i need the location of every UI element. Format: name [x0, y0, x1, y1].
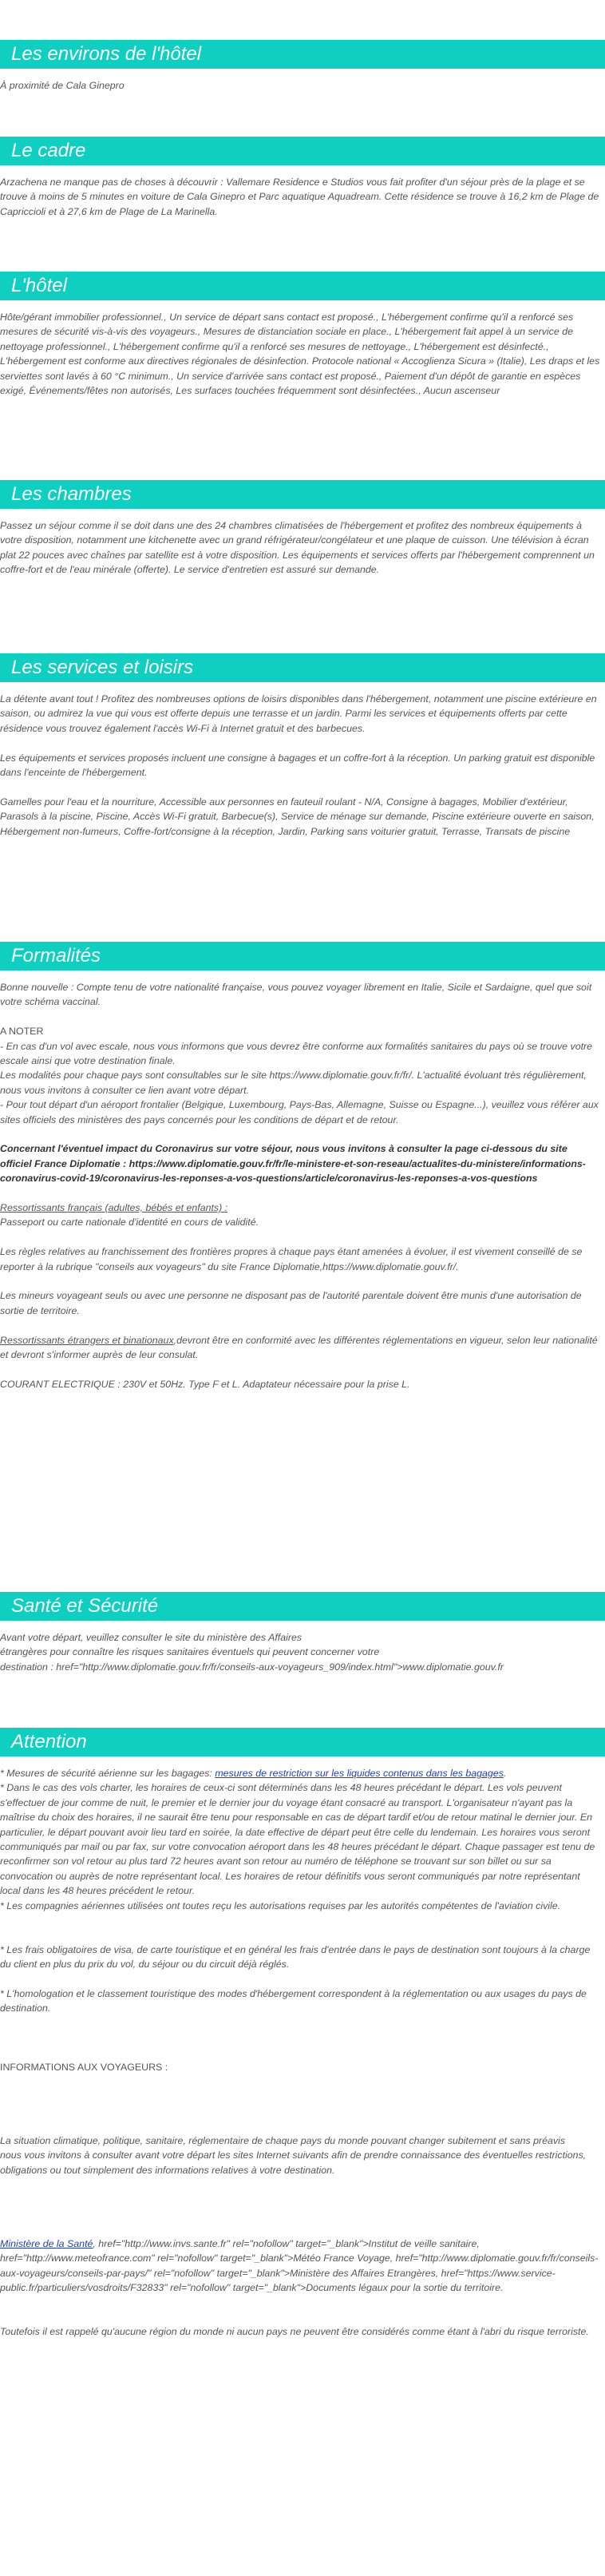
environs-text: À proximité de Cala Ginepro	[0, 80, 125, 91]
minors-text: Les mineurs voyageant seuls ou avec une personne ne disposant pas de l'autorité parentale doivent être munis d'une autorisation de sortie de territoire.	[0, 1290, 582, 1316]
airlines-item: * Les compagnies aériennes utilisées ont toutes reçu les autorisations requises par les autorités compétentes de l'aviation civile.	[0, 1899, 561, 1911]
section-header-environs	[0, 40, 605, 69]
services-content	[0, 692, 600, 839]
situation-line-1: La situation climatique, politique, sanitaire, réglementaire de chaque pays du monde pouvant changer subitement et sans préavis	[0, 2135, 566, 2146]
liquids-restriction-link[interactable]: mesures de restriction sur les liquides contenus dans les bagages	[215, 1768, 504, 1779]
foreign-nationals-heading: Ressortissants étrangers et binationaux	[0, 1334, 174, 1346]
attention-content	[0, 1766, 600, 2340]
electric-current-text: COURANT ELECTRIQUE : 230V et 50Hz. Type F et L. Adaptateur nécessaire pour la prise L.	[0, 1378, 410, 1390]
section-header-cadre	[0, 137, 605, 165]
section-header-chambres	[0, 480, 605, 509]
formalites-intro: Bonne nouvelle : Compte tenu de votre nationalité française, vous pouvez voyager librement en Italie, Sicile et Sardaigne, quel que soit votre schéma vaccinal.	[0, 982, 592, 1008]
hotel-text: Hôte/gérant immobilier professionnel., Un service de départ sans contact est proposé., L'hébergement confirme qu'il a renforcé ses mesures de sécurité vis-à-vis des voyageurs., Mesures de distanciation sociale en place., L'hébergement fait appel à un service de nettoyage professionnel., L'hébergement confirme qu'il a renforcé ses mesures de nettoyage., L'hébergement est désinfecté., L'hébergement est conforme aux directives régionales de désinfection. Protocole national « Accoglienza Sicura » (Italie), Les draps et les serviettes sont lavés à 60 °C minimum., Un service d'arrivée sans contact est proposé., Paiement d'un dépôt de garantie en espèces exigé, Événements/fêtes non autorisés, Les surfaces touchées fréquemment sont désinfectées., Aucun ascenseur	[0, 312, 600, 397]
section-header-services	[0, 653, 605, 682]
classification-item: * L'homologation et le classement touristique des modes d'hébergement correspondent à la réglementation ou aux usages du pays de destination.	[0, 1988, 587, 2014]
section-title-attention: Attention	[11, 1731, 87, 1752]
charter-flights-item: * Dans le cas des vols charter, les horaires de ceux-ci sont déterminés dans les 48 heures précédant le départ. Les vols peuvent s'effectuer de jour comme de nuit, le premier et le dernier jour du voyage étant consacré au transport. L'organisateur n'ayant pas la maîtrise du choix des horaires, il ne saurait être tenu pour responsable en cas de départ tardif et/ou de retour matinal le dernier jour. En particulier, le départ pouvant avoir lieu tard en soirée, la date effective de départ peut être celle du lendemain. Les horaires vous seront communiqués par mail ou par fax, sur votre convocation aéroport dans les 48 heures précédant le départ. Chaque passager est tenu de reconfirmer son vol retour au plus tard 72 heures avant son retour au numéro de téléphone se trouvant sur son billet ou sur sa convocation ou auprès de notre représentant local. Les horaires de retour définitifs vous seront communiqués par notre représentant local dans les 48 heures précédent le retour.	[0, 1782, 595, 1897]
section-title-environs: Les environs de l'hôtel	[11, 43, 202, 65]
sante-line-1: Avant votre départ, veuillez consulter le site du ministère des Affaires	[0, 1632, 302, 1643]
coronavirus-notice: Concernant l'éventuel impact du Coronavirus sur votre séjour, nous vous invitons à consulter la page ci-dessous du site officiel France Diplomatie : https://www.diplomatie.gouv.fr/fr/le-ministere-et-son-reseau/actualites-du-ministere/informations-coronavirus-covid-19/coronavirus-les-reponses-a-vos-questions/article/coronavirus-les-reponses-a-vos-questions	[0, 1143, 586, 1185]
section-title-cadre: Le cadre	[11, 140, 86, 161]
services-paragraph-1: La détente avant tout ! Profitez des nombreuses options de loisirs disponibles dans l'hébergement, notamment une piscine extérieure en saison, ou admirez la vue qui vous est offerte depuis une terrasse et un jardin. Parmi les services et équipements offerts par cette résidence vous trouvez également l'accès Wi-Fi à Internet gratuit et des barbecues.	[0, 693, 597, 734]
foreign-nationals-text: ,devront être en conformité avec les différentes réglementations en vigueur, selon leur nationalité et devront s'informer auprès de leur consulat.	[0, 1334, 598, 1361]
french-nationals-heading: Ressortissants français (adultes, bébés et enfants) :	[0, 1202, 228, 1214]
cadre-text: Arzachena ne manque pas de choses à découvrir : Vallemare Residence e Studios vous fait profiter d'un séjour près de la plage et se trouve à moins de 5 minutes en voiture de Cala Ginepro et Parc aquatique Aquadream. Cette résidence se trouve à 16,2 km de Plage de Capriccioli et à 27,6 km de Plage de La Marinella.	[0, 177, 599, 217]
note-line-2: Les modalités pour chaque pays sont consultables sur le site https://www.diplomatie.gouv.fr/fr/. L'actualité évoluant très régulièrement, nous vous invitons à consulter ce lien avant votre départ.	[0, 1070, 587, 1096]
section-title-sante: Santé et Sécurité	[11, 1595, 159, 1617]
situation-line-2: nous vous invitons à consulter avant votre départ les sites Internet suivants afin de prendre connaissance des éventuelles restrictions, obligations ou tout simplement des informations relatives à votre destination.	[0, 2149, 587, 2176]
section-header-sante	[0, 1592, 605, 1621]
section-title-chambres: Les chambres	[11, 483, 132, 505]
french-nationals-text: Passeport ou carte nationale d'identité en cours de validité.	[0, 1217, 259, 1228]
traveler-info-heading: INFORMATIONS AUX VOYAGEURS :	[0, 2062, 168, 2074]
section-header-formalites	[0, 942, 605, 970]
useful-links-paragraph: Ministère de la Santé, href="http://www.invs.sante.fr" rel="nofollow" target="_blank">Institut de veille sanitaire, href="http://www.meteofrance.com" rel="nofollow" target="_blank">Météo France Voyage, href="http://www.diplomatie.gouv.fr/fr/conseils-aux-voyageurs/conseils-par-pays/" rel="nofollow" target="_blank">Ministère des Affaires Etrangères, href="https://www.service-public.fr/particuliers/vosdroits/F32833" rel="nofollow" target="_blank">Documents légaux pour la sortie du territoire.	[0, 2237, 599, 2293]
chambres-text: Passez un séjour comme il se doit dans une des 24 chambres climatisées de l'hébergement et profitez des nombreux équipements à votre disposition, notamment une kitchenette avec un grand réfrigérateur/congélateur et une plaque de cuisson. Une télévision à écran plat 22 pouces avec chaînes par satellite est à votre disposition. Les équipements et services offerts par l'hébergement comprennent un coffre-fort et de l'eau minérale (offerte). Le service d'entretien est assuré sur demande.	[0, 520, 595, 576]
services-paragraph-2: Les équipements et services proposés incluent une consigne à bagages et un coffre-fort à la réception. Un parking gratuit est disponible dans l'enceinte de l'hébergement.	[0, 752, 595, 779]
section-title-hotel: L'hôtel	[11, 275, 67, 296]
section-title-formalites: Formalités	[11, 945, 101, 966]
services-paragraph-3: Gamelles pour l'eau et la nourriture, Accessible aux personnes en fauteuil roulant - N/A, Consigne à bagages, Mobilier d'extérieur, Parasols à la piscine, Piscine, Accès Wi-Fi gratuit, Barbecue(s), Service de ménage sur demande, Piscine extérieure ouverte en saison, Hébergement non-fumeurs, Coffre-fort/consigne à la réception, Jardin, Parking sans voiturier gratuit, Terrasse, Transats de piscine	[0, 796, 595, 837]
baggage-security-item: * Mesures de sécurité aérienne sur les bagages: mesures de restriction sur les liquides contenus dans les bagages.	[0, 1768, 507, 1779]
border-rules-text: Les règles relatives au franchissement des frontières propres à chaque pays étant amenées à évoluer, il est vivement conseillé de se reporter à la rubrique "conseils aux voyageurs" du site France Diplomatie,https://www.diplomatie.gouv.fr/.	[0, 1246, 583, 1272]
section-header-attention	[0, 1728, 605, 1756]
note-line-1: - En cas d'un vol avec escale, nous vous informons que vous devrez être conforme aux formalités sanitaires du pays où se trouve votre escale ainsi que votre destination finale.	[0, 1040, 593, 1067]
formalites-content	[0, 980, 600, 1391]
note-title: A NOTER	[0, 1026, 44, 1038]
terrorism-risk-text: Toutefois il est rappelé qu'aucune région du monde ni aucun pays ne peuvent être considérés comme étant à l'abri du risque terroriste.	[0, 2326, 589, 2338]
sante-content	[0, 1630, 600, 1674]
ministry-health-link[interactable]: Ministère de la Santé	[0, 2237, 93, 2249]
sante-line-2: étrangères pour connaître les risques sanitaires éventuels qui peuvent concerner votre	[0, 1646, 380, 1658]
section-header-hotel	[0, 272, 605, 300]
note-line-3: - Pour tout départ d'un aéroport frontalier (Belgique, Luxembourg, Pays-Bas, Allemagne, Suisse ou Espagne...), veuillez vous référer aux sites officiels des ministères des pays concernés pour les conditions de départ et de retour.	[0, 1099, 599, 1125]
sante-line-3: destination : href="http://www.diplomatie.gouv.fr/fr/conseils-aux-voyageurs_909/index.html">www.diplomatie.gouv.fr	[0, 1661, 504, 1673]
section-title-services: Les services et loisirs	[11, 657, 194, 678]
visa-fees-item: * Les frais obligatoires de visa, de carte touristique et en général les frais d'entrée dans le pays de destination sont toujours à la charge du client en plus du prix du vol, du séjour ou du circuit déjà réglés.	[0, 1943, 591, 1971]
